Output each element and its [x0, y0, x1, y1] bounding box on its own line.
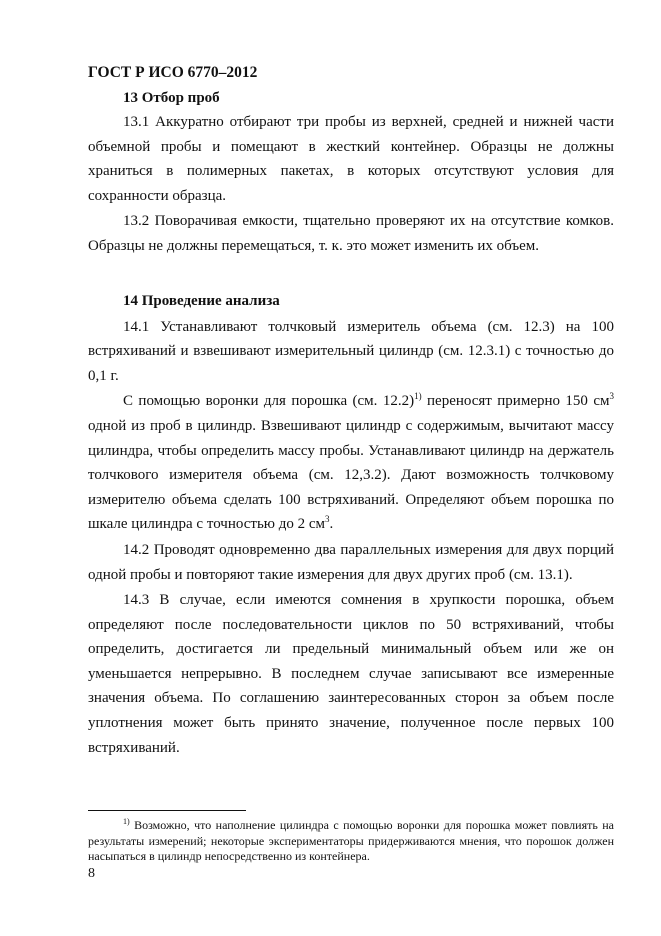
- section-13-heading: 13 Отбор проб: [123, 90, 220, 106]
- paragraph-14-1: 14.1 Устанавливают толчковый измеритель объема (см. 12.3) на 100 встряхиваний и взвешивают измерительный цилиндр (см. 12.3.1) с точностью до 0,1 г.: [88, 318, 614, 384]
- superscript: 3: [609, 391, 614, 402]
- paragraph-14-2: 14.2 Проводят одновременно два параллельных измерения для двух порций одной пробы и повторяют такие измерения для двух других проб (см. 13.1).: [88, 541, 614, 583]
- superscript: 3: [325, 514, 330, 525]
- footnote-reference: 1): [414, 391, 422, 402]
- paragraph-14-3: 14.3 В случае, если имеются сомнения в хрупкости порошка, объем определяют после последовательности циклов по 50 встряхиваний, чтобы определить, достигается ли предельный минимальный объем или же он уменьшается непрерывно. В последнем случае записывают все измеренные значения объема. По соглашению заинтересованных сторон за объем после уплотнения может быть принято значение, полученное после первых 100 встряхиваний.: [88, 592, 614, 756]
- paragraph-13-1: 13.1 Аккуратно отбирают три пробы из верхней, средней и нижней части объемной пробы и помещают в жесткий контейнер. Образцы не должны храниться в полимерных пакетах, в которых отсутствуют условия для сохранности образца.: [88, 114, 614, 204]
- section-14-heading: 14 Проведение анализа: [123, 292, 280, 309]
- standard-header: ГОСТ Р ИСО 6770–2012: [88, 64, 258, 81]
- footnote: [88, 818, 614, 865]
- page-number: 8: [88, 866, 95, 881]
- footnote-divider: [88, 810, 246, 811]
- footnote-text: Возможно, что наполнение цилиндра с помощью воронки для порошка может повлиять на результаты измерений; некоторые экспериментаторы придерживаются мнения, что порошок должен насыпаться в цилиндр непосредственно из контейнера.: [88, 818, 614, 863]
- paragraph-13-2: 13.2 Поворачивая емкости, тщательно проверяют их на отсутствие комков. Образцы не должны перемещаться, т. к. это может изменить их объем.: [88, 213, 614, 254]
- page-content: [88, 86, 614, 760]
- footnote-marker: 1): [123, 817, 130, 826]
- text-fragment: одной из проб в цилиндр. Взвешивают цилиндр с содержимым, вычитают массу цилиндра, чтобы определить массу пробы. Устанавливают цилиндр на держатель толчкового измерителя объема (см. 12,3.2). Дают возможность толчковому измерителю объема сделать 100 встряхиваний. Определяют объем порошка по шкале цилиндра с точностью до 2 см: [88, 417, 614, 533]
- text-fragment: С помощью воронки для порошка (см. 12.2): [123, 393, 415, 410]
- text-fragment: переносят примерно 150 см: [421, 393, 610, 410]
- text-fragment: .: [329, 516, 334, 533]
- paragraph-14-1-continued: [88, 389, 614, 537]
